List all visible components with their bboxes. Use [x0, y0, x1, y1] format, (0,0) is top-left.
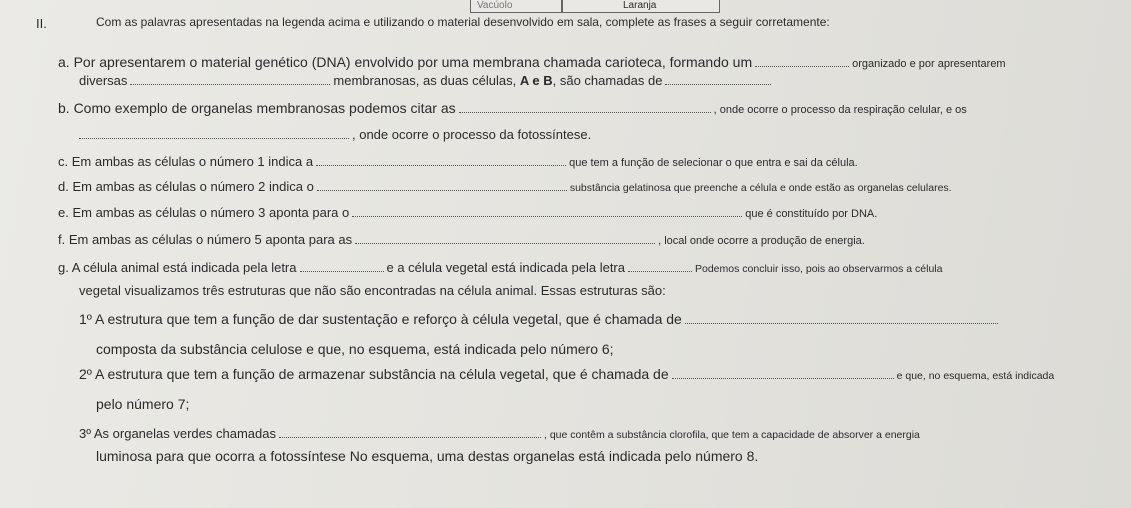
item-c-text-2: que tem a função de selecionar o que entra e sai da célula.	[569, 157, 858, 169]
structure-1-line-1	[79, 309, 1001, 327]
item-a-text-2: organizado e por apresentarem	[852, 58, 1006, 70]
structure-2-blank[interactable]	[672, 364, 894, 379]
item-e-text-2: que é constituído por DNA.	[745, 208, 878, 220]
item-b-text-2: , onde ocorre o processo da respiração celular, e os	[713, 104, 967, 116]
item-f-blank[interactable]	[355, 230, 655, 244]
item-e-blank[interactable]	[352, 203, 742, 217]
item-d-line	[58, 177, 952, 194]
item-b-blank-2[interactable]	[79, 125, 349, 139]
structure-2-line-1	[79, 364, 1054, 382]
item-b-text-1: b. Como exemplo de organelas membranosas podemos citar as	[58, 100, 456, 116]
item-b-line-2	[79, 125, 591, 142]
item-g-blank-1[interactable]	[300, 258, 384, 272]
item-d-text-2: substância gelatinosa que preenche a célula e onde estão as organelas celulares.	[569, 182, 952, 194]
item-a-text-3: diversas	[79, 73, 128, 88]
item-f-text-1: f. Em ambas as células o número 5 aponta para as	[58, 232, 353, 247]
item-e-line	[58, 203, 877, 220]
item-c-line	[58, 152, 858, 169]
item-d-blank[interactable]	[317, 177, 567, 191]
item-g-blank-2[interactable]	[628, 258, 692, 272]
structure-2-text-1: 2º A estrutura que tem a função de armazenar substância na célula vegetal, que é chamada de	[79, 366, 669, 382]
structure-2-line-2: pelo número 7;	[96, 396, 190, 412]
item-g-text-1: g. A célula animal está indicada pela letra	[58, 260, 297, 275]
item-d-text-1: d. Em ambas as células o número 2 indica o	[58, 179, 314, 194]
item-b-text-3: , onde ocorre o processo da fotossíntese.	[352, 127, 592, 142]
item-g-line-1	[58, 258, 942, 275]
item-g-text-2: e a célula vegetal está indicada pela letra	[386, 260, 625, 275]
item-a-blank-2[interactable]	[130, 71, 330, 85]
structure-3-text-2: , que contêm a substância clorofila, que tem a capacidade de absorver a energia	[543, 429, 920, 441]
item-a-text-1: a. Por apresentarem o material genético (DNA) envolvido por uma membrana chamada carioteca, formando um	[58, 54, 753, 70]
item-b-blank-1[interactable]	[459, 98, 711, 113]
item-a-text-5: , são chamadas de	[552, 73, 663, 88]
structure-3-line-2: luminosa para que ocorra a fotossíntese No esquema, uma destas organelas está indicada pelo número 8.	[96, 448, 759, 464]
structure-1-text-1: 1º A estrutura que tem a função de dar sustentação e reforço à célula vegetal, que é chamada de	[79, 311, 682, 327]
item-a-line-1	[58, 52, 1006, 70]
legend-cell-vacuolo: Vacúolo	[470, 0, 562, 13]
structure-3-blank[interactable]	[279, 424, 541, 438]
item-g-line-2: vegetal visualizamos três estruturas que não são encontradas na célula animal. Essas estruturas são:	[79, 283, 666, 298]
item-f-text-2: , local onde ocorre a produção de energia.	[658, 235, 865, 247]
section-number: II.	[36, 16, 47, 31]
item-g-text-3: Podemos concluir isso, pois ao observarmos a célula	[695, 263, 943, 275]
structure-3-text-1: 3º As organelas verdes chamadas	[79, 426, 276, 441]
item-f-line	[58, 230, 865, 247]
section-instructions: Com as palavras apresentadas na legenda acima e utilizando o material desenvolvido em sala, complete as frases a seguir corretamente:	[96, 15, 830, 29]
structure-1-line-2: composta da substância celulose e que, no esquema, está indicada pelo número 6;	[96, 341, 614, 357]
item-a-blank-3[interactable]	[665, 71, 771, 85]
item-a-line-2	[79, 71, 774, 88]
item-e-text-1: e. Em ambas as células o número 3 aponta para o	[58, 205, 350, 220]
item-c-text-1: c. Em ambas as células o número 1 indica a	[58, 154, 314, 169]
item-b-line-1	[58, 98, 967, 116]
structure-1-blank[interactable]	[685, 309, 998, 324]
legend-cell-laranja: Laranja	[562, 0, 720, 13]
item-a-letters: A e B	[519, 73, 553, 88]
structure-3-line-1	[79, 424, 920, 441]
structure-2-text-2: e que, no esquema, está indicada	[896, 370, 1055, 382]
item-c-blank[interactable]	[316, 152, 566, 166]
item-a-blank-1[interactable]	[755, 52, 849, 67]
item-a-text-4: membranosas, as duas células,	[333, 73, 517, 88]
